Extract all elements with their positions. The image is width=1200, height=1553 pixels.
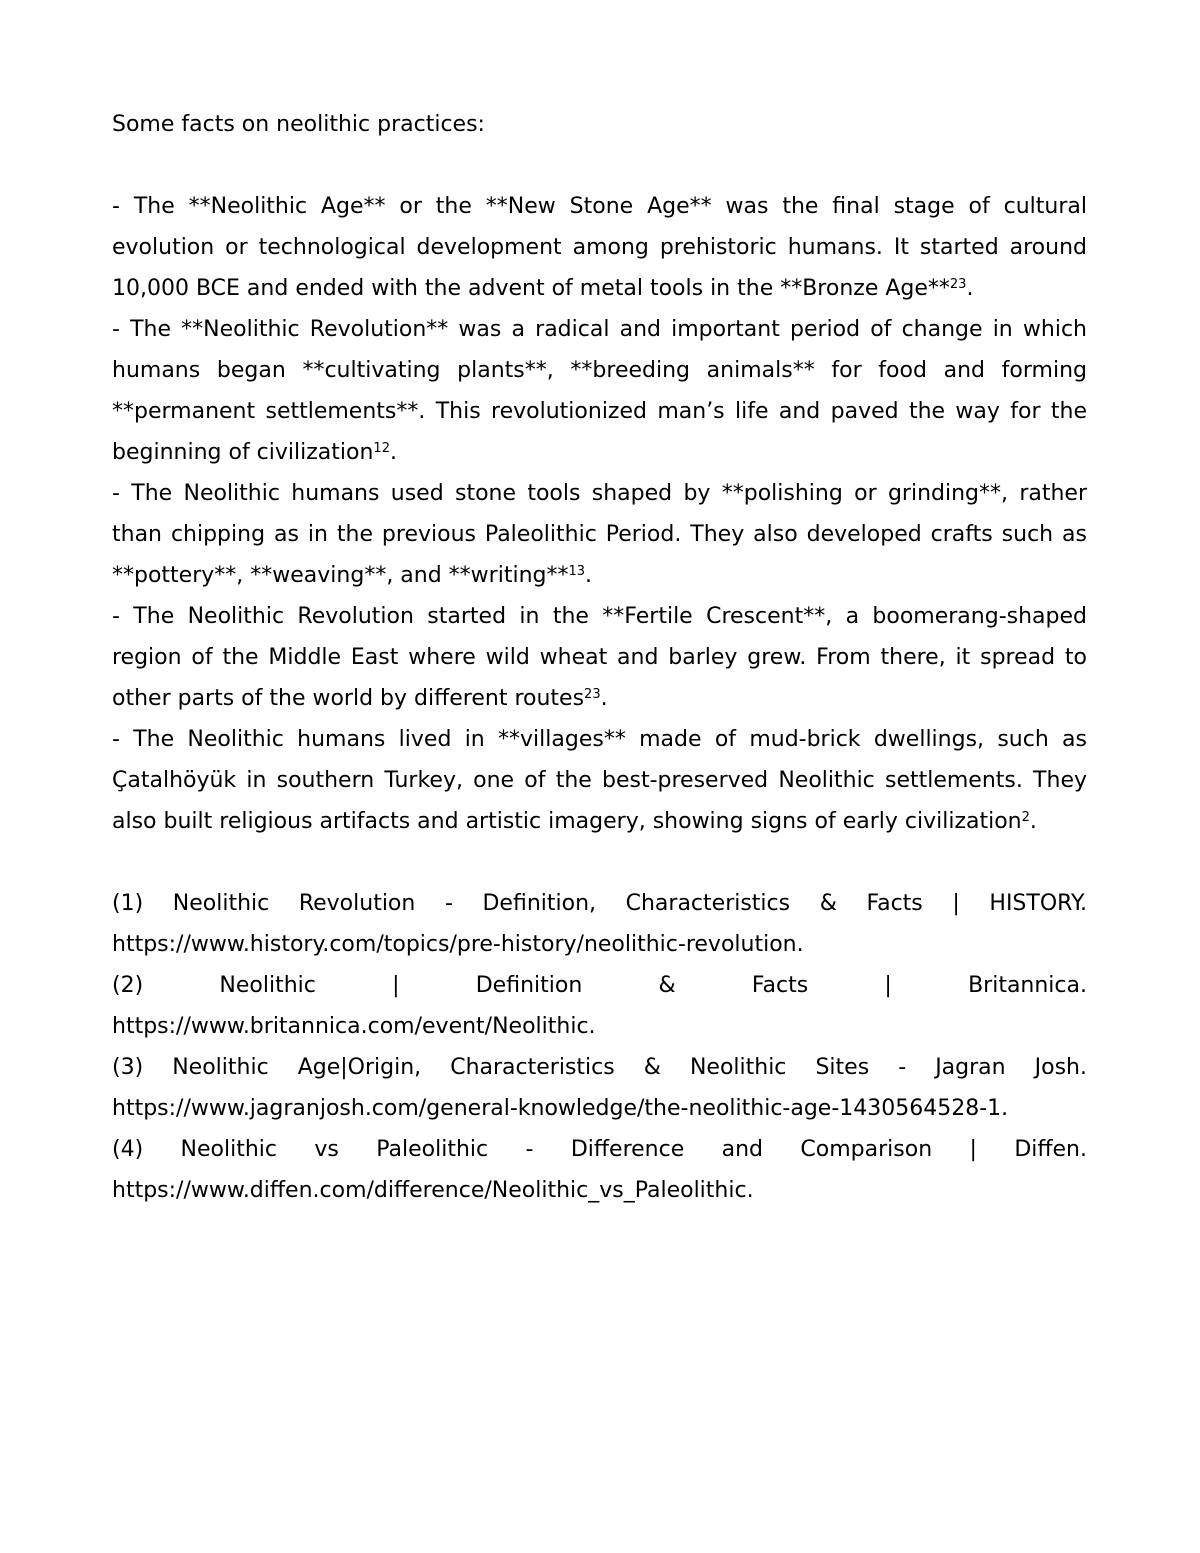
- references-list: [112, 883, 1087, 1211]
- fact-end: .: [600, 686, 608, 711]
- fact-end: .: [966, 276, 974, 301]
- reference-item: (1) Neolithic Revolution - Definition, Characteristics & Facts | HISTORY. https://www.history.com/topics/pre-history/neolithic-revolution.: [112, 891, 1087, 957]
- reference-item: (4) Neolithic vs Paleolithic - Difference and Comparison | Diffen. https://www.diffen.com/difference/Neolithic_vs_Paleolithic.: [112, 1137, 1087, 1203]
- fact-text: - The Neolithic humans lived in **villages** made of mud-brick dwellings, such as Çatalhöyük in southern Turkey, one of the best-preserved Neolithic settlements. They also built religious artifacts and artistic imagery, showing signs of early civilization: [112, 727, 1087, 834]
- citation-superscript: 12: [373, 441, 390, 456]
- citation-superscript: 23: [949, 277, 967, 292]
- fact-end: .: [585, 563, 593, 588]
- fact-paragraph: [112, 309, 1087, 473]
- fact-paragraph: [112, 596, 1087, 719]
- citation-superscript: 13: [568, 564, 586, 579]
- fact-end: .: [1029, 809, 1037, 834]
- fact-paragraph: [112, 186, 1087, 309]
- fact-text: - The Neolithic humans used stone tools shaped by **polishing or grinding**, rather than chipping as in the previous Paleolithic Period. They also developed crafts such as **pottery**, **weaving**, and **writing**: [112, 481, 1087, 588]
- fact-paragraph: [112, 473, 1087, 596]
- document-heading: Some facts on neolithic practices:: [112, 112, 485, 137]
- citation-superscript: 2: [1021, 810, 1030, 825]
- fact-end: .: [389, 440, 397, 465]
- reference-item: (2) Neolithic | Definition & Facts | Britannica. https://www.britannica.com/event/Neolithic.: [112, 973, 1087, 1039]
- facts-list: [112, 186, 1087, 842]
- fact-text: - The **Neolithic Revolution** was a radical and important period of change in which humans began **cultivating plants**, **breeding animals** for food and forming **permanent settlements**. This revolutionized man’s life and paved the way for the beginning of civilization: [112, 317, 1087, 465]
- citation-superscript: 23: [584, 687, 601, 702]
- fact-paragraph: [112, 719, 1087, 842]
- fact-text: - The Neolithic Revolution started in the **Fertile Crescent**, a boomerang-shaped region of the Middle East where wild wheat and barley grew. From there, it spread to other parts of the world by different routes: [112, 604, 1087, 711]
- document-body: [112, 104, 1087, 1211]
- fact-text: - The **Neolithic Age** or the **New Stone Age** was the final stage of cultural evolution or technological development among prehistoric humans. It started around 10,000 BCE and ended with the advent of metal tools in the **Bronze Age**: [112, 194, 1087, 301]
- reference-item: (3) Neolithic Age|Origin, Characteristics & Neolithic Sites - Jagran Josh. https://www.jagranjosh.com/general-knowledge/the-neolithic-age-1430564528-1.: [112, 1055, 1087, 1121]
